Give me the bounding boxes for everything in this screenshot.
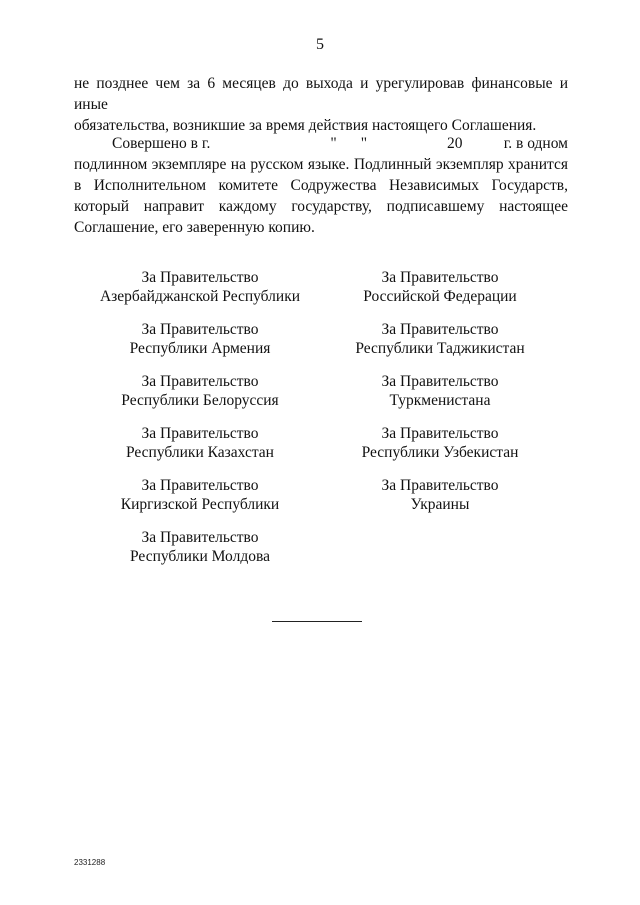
signature-country: Российской Федерации	[363, 288, 517, 305]
signature-heading: За Правительство	[141, 269, 259, 286]
year-prefix: 20	[447, 135, 463, 152]
signature-country: Республики Казахстан	[126, 444, 274, 461]
signature-column-left	[80, 268, 320, 580]
paragraph-obligations	[74, 73, 568, 136]
signature-block	[80, 268, 320, 320]
signature-country: Украины	[410, 496, 470, 513]
paragraph-line: обязательства, возникшие за время действия настоящего Соглашения.	[74, 117, 537, 134]
signature-heading: За Правительство	[381, 477, 499, 494]
paragraph-line: не позднее чем за 6 месяцев до выхода и урегулировав финансовые и иные	[74, 75, 568, 113]
signature-block	[320, 476, 560, 528]
signature-country: Туркменистана	[389, 392, 491, 409]
quote-open: "	[330, 135, 337, 152]
signature-country: Киргизской Республики	[120, 496, 280, 513]
signature-block	[320, 424, 560, 476]
paragraph-completion	[74, 133, 568, 238]
signature-heading: За Правительство	[141, 529, 259, 546]
signature-country: Республики Армения	[129, 340, 271, 357]
signature-heading: За Правительство	[381, 269, 499, 286]
signature-country: Республики Белоруссия	[121, 392, 279, 409]
signature-heading: За Правительство	[141, 373, 259, 390]
signature-heading: За Правительство	[381, 321, 499, 338]
signature-block	[320, 268, 560, 320]
quote-close: "	[360, 135, 368, 152]
page-number: 5	[316, 36, 324, 53]
completion-first-line	[74, 133, 568, 154]
completion-rest: подлинном экземпляре на русском языке. Подлинный экземпляр хранится в Исполнительном комитете Содружества Независимых Государств, который направит каждому государству, подписавшему настоящее Соглашение, его заверенную копию.	[74, 156, 568, 236]
completion-tail: г. в одном	[503, 135, 568, 152]
signature-country: Азербайджанской Республики	[99, 288, 301, 305]
signature-block	[80, 424, 320, 476]
signature-block	[80, 320, 320, 372]
completion-start: Совершено в г.	[112, 135, 211, 152]
signature-column-right	[320, 268, 560, 528]
signature-block	[320, 372, 560, 424]
signature-block	[80, 372, 320, 424]
signature-heading: За Правительство	[141, 321, 259, 338]
signature-country: Республики Узбекистан	[361, 444, 519, 461]
signature-block	[80, 476, 320, 528]
signature-country: Республики Молдова	[130, 548, 270, 565]
signature-heading: За Правительство	[141, 477, 259, 494]
signature-heading: За Правительство	[381, 425, 499, 442]
document-code: 2331288	[74, 858, 106, 867]
signature-block	[320, 320, 560, 372]
signature-heading: За Правительство	[141, 425, 259, 442]
signature-country: Республики Таджикистан	[355, 340, 525, 357]
signature-heading: За Правительство	[381, 373, 499, 390]
signature-block	[80, 528, 320, 580]
end-divider	[272, 621, 362, 622]
